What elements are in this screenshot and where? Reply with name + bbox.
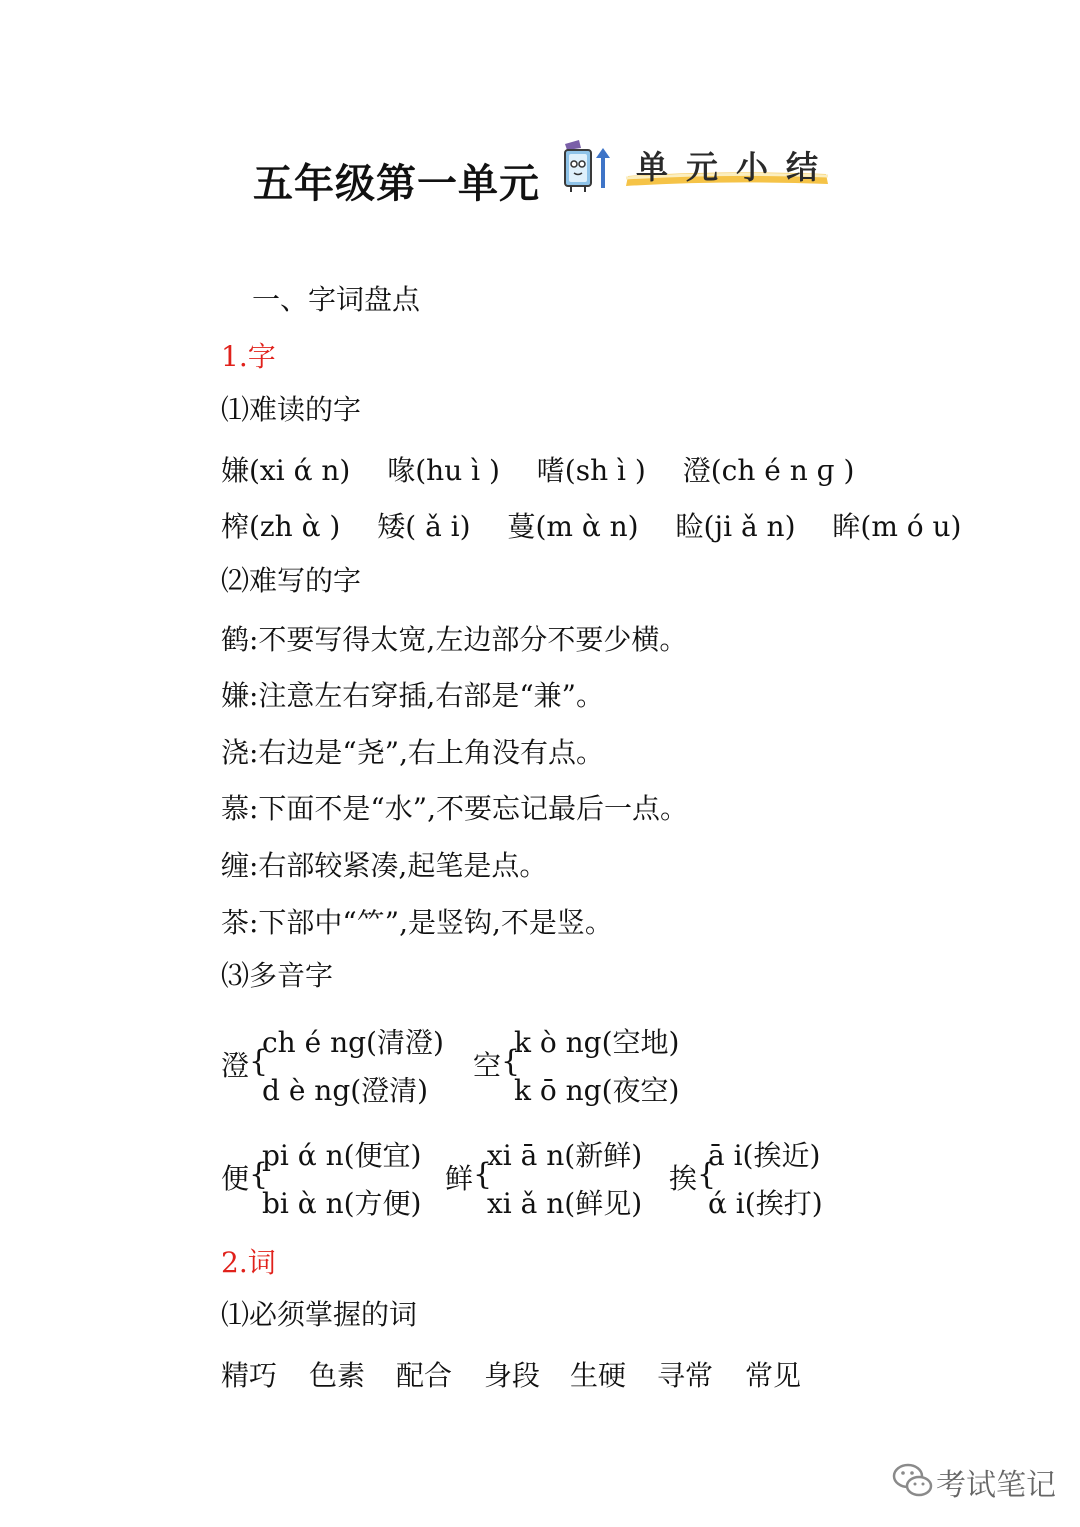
polyphonic-reading: pi ά n(便宜) <box>262 1139 422 1172</box>
difficult-write-item: 茶:下部中“⺮”,是竖钩,不是竖。 <box>221 906 613 939</box>
difficult-write-item: 缠:右部较紧凑,起笔是点。 <box>221 849 548 882</box>
brace-icon: { <box>501 1044 521 1079</box>
polyphonic-reading: xi ǎ n(鲜见) <box>487 1187 643 1220</box>
banner-text: 单元小结 <box>636 148 837 186</box>
vocab-word: 身段 <box>484 1359 541 1392</box>
polyphonic-reading: xi ā n(新鲜) <box>487 1139 643 1172</box>
polyphonic-reading: k ὸ ng(空地) <box>514 1026 680 1059</box>
difficult-read-line-1: 嫌(xi ά n) 喙(hu ì ) 嗜(sh ì ) 澄(ch é n ɡ ) <box>221 454 855 487</box>
brace-icon: { <box>249 1157 269 1192</box>
vocab-word: 寻常 <box>657 1359 714 1392</box>
polyphonic-heading: ⑶多音字 <box>221 959 334 992</box>
difficult-write-item: 鹤:不要写得太宽,左边部分不要少横。 <box>221 623 688 656</box>
difficult-write-item: 慕:下面不是“水”,不要忘记最后一点。 <box>221 792 688 825</box>
brace-icon: { <box>473 1157 493 1192</box>
polyphonic-reading: ά i(挨打) <box>708 1187 823 1220</box>
vocab-word: 常见 <box>745 1359 802 1392</box>
difficult-write-item: 浇:右边是“尧”,右上角没有点。 <box>221 736 604 769</box>
must-master-heading: ⑴必须掌握的词 <box>221 1298 418 1331</box>
page-title: 五年级第一单元 <box>253 160 540 207</box>
brace-icon: { <box>249 1044 269 1079</box>
vocab-word: 生硬 <box>570 1359 627 1392</box>
part2-label: 2.词 <box>221 1246 276 1279</box>
polyphonic-char: 澄 <box>221 1049 250 1082</box>
difficult-write-heading: ⑵难写的字 <box>221 564 362 597</box>
book-mascot-icon <box>557 138 617 194</box>
polyphonic-reading: ā i(挨近) <box>708 1139 821 1172</box>
section-heading: 一、字词盘点 <box>252 283 421 316</box>
polyphonic-reading: bi ὰ n(方便) <box>262 1187 422 1220</box>
unit-summary-banner <box>622 140 837 192</box>
polyphonic-char: 鲜 <box>445 1162 474 1195</box>
vocab-word: 色素 <box>309 1359 366 1392</box>
difficult-read-line-2: 榨(zh ὰ ) 矮( ǎ i) 蔓(m ὰ n) 睑(ji ǎ n) 眸(m ό u) <box>221 510 962 543</box>
watermark-text: 考试笔记 <box>936 1468 1056 1503</box>
vocab-word: 配合 <box>396 1359 453 1392</box>
difficult-write-item: 嫌:注意左右穿插,右部是“兼”。 <box>221 679 604 712</box>
polyphonic-char: 空 <box>473 1049 502 1082</box>
wechat-icon <box>892 1458 934 1502</box>
polyphonic-reading: ch é ng(清澄) <box>262 1026 444 1059</box>
polyphonic-reading: k ō ng(夜空) <box>514 1074 680 1107</box>
polyphonic-reading: d è ng(澄清) <box>262 1074 429 1107</box>
brace-icon: { <box>697 1157 717 1192</box>
polyphonic-char: 便 <box>221 1162 250 1195</box>
difficult-read-heading: ⑴难读的字 <box>221 393 362 426</box>
polyphonic-char: 挨 <box>669 1162 698 1195</box>
part1-label: 1.字 <box>221 340 276 373</box>
vocab-word: 精巧 <box>221 1359 278 1392</box>
